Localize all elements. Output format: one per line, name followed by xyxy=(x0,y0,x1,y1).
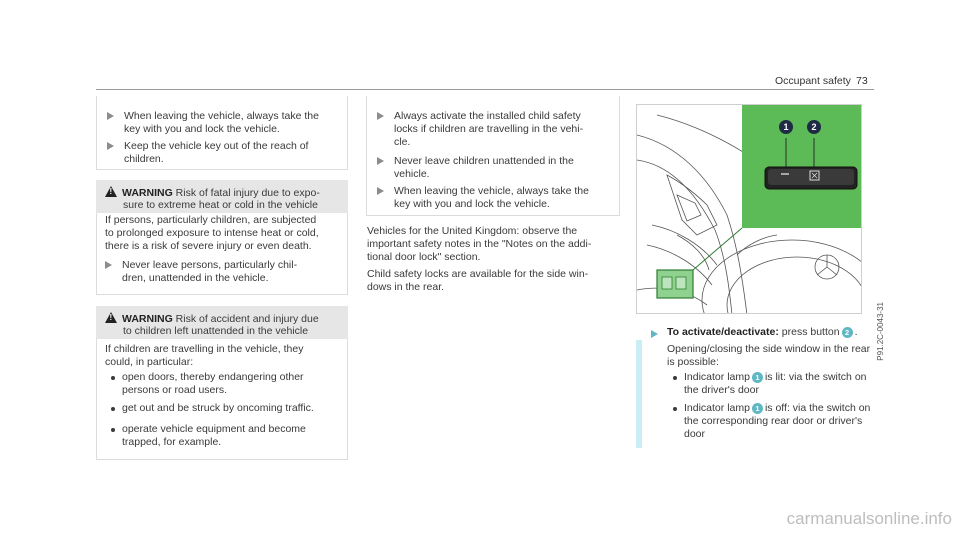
warning-intro-line: could, in particular: xyxy=(105,356,194,368)
instruction-highlight-bar xyxy=(636,340,642,448)
bullet-line: get out and be struck by oncoming traffic. xyxy=(122,402,314,414)
site-watermark: carmanualsonline.info xyxy=(786,509,952,528)
figure-caption: P91.2C-0043-31 xyxy=(876,302,885,361)
bullet-line: persons or road users. xyxy=(122,384,228,396)
door-panel-illustration xyxy=(636,104,862,314)
list-item-line: Never leave persons, particularly chil- xyxy=(122,259,298,271)
list-item-line: Always activate the installed child safety xyxy=(394,110,581,122)
lamp-1-badge: 1 xyxy=(752,403,763,414)
lamp-1-badge: 1 xyxy=(752,372,763,383)
arrow-icon xyxy=(377,187,384,195)
warning-triangle-icon xyxy=(105,186,117,197)
list-item-line: vehicle. xyxy=(394,168,430,180)
bullet-dot xyxy=(673,376,677,380)
warning-title-line2: sure to extreme heat or cold in the vehicle xyxy=(123,199,318,211)
warning-title: !WARNING Risk of accident and injury due xyxy=(105,312,319,326)
bullet-dot xyxy=(111,376,115,380)
warning-body-line: there is a risk of severe injury or even death. xyxy=(105,240,312,252)
arrow-icon xyxy=(107,112,114,120)
step-body-line: is possible: xyxy=(667,356,719,368)
list-item-line: locks if children are travelling in the vehi- xyxy=(394,123,584,135)
paragraph-line: important safety notes in the "Notes on the addi- xyxy=(367,238,592,250)
warning-title-line2: to children left unattended in the vehicle xyxy=(123,325,309,337)
bullet-line: open doors, thereby endangering other xyxy=(122,371,304,383)
warning-title: !WARNING Risk of fatal injury due to expo- xyxy=(105,186,320,200)
callout-1-badge: 1 xyxy=(779,120,793,134)
paragraph-line: Vehicles for the United Kingdom: observe the xyxy=(367,225,578,237)
list-item-line: When leaving the vehicle, always take the xyxy=(124,110,319,122)
bullet-dot xyxy=(111,428,115,432)
list-item-line: key with you and lock the vehicle. xyxy=(124,123,280,135)
bullet-line: Indicator lamp 1 is lit: via the switch on xyxy=(684,371,867,383)
list-item-line: children. xyxy=(124,153,164,165)
paragraph-line: Child safety locks are available for the side win- xyxy=(367,268,589,280)
bullet-line: the corresponding rear door or driver's xyxy=(684,415,863,427)
bullet-line: operate vehicle equipment and become xyxy=(122,423,306,435)
list-item-line: key with you and lock the vehicle. xyxy=(394,198,550,210)
section-title: Occupant safety xyxy=(775,75,851,87)
arrow-icon xyxy=(377,157,384,165)
button-2-badge: 2 xyxy=(842,327,853,338)
list-item-line: Keep the vehicle key out of the reach of xyxy=(124,140,309,152)
warning-intro-line: If children are travelling in the vehicle, they xyxy=(105,343,304,355)
page-number: 73 xyxy=(856,75,868,87)
bullet-line: Indicator lamp 1 is off: via the switch on xyxy=(684,402,871,414)
arrow-icon xyxy=(377,112,384,120)
bullet-line: trapped, for example. xyxy=(122,436,222,448)
bullet-dot xyxy=(673,407,677,411)
warning-triangle-icon xyxy=(105,312,117,323)
callout-2-badge: 2 xyxy=(807,120,821,134)
list-item-line: cle. xyxy=(394,136,411,148)
paragraph-line: tional door lock" section. xyxy=(367,251,481,263)
arrow-icon xyxy=(107,142,114,150)
paragraph-line: dows in the rear. xyxy=(367,281,445,293)
list-item-line: Never leave children unattended in the xyxy=(394,155,574,167)
step-instruction: To activate/deactivate: press button 2 . xyxy=(667,326,858,338)
list-item-line: When leaving the vehicle, always take the xyxy=(394,185,589,197)
header-divider xyxy=(96,89,874,90)
list-item-line: dren, unattended in the vehicle. xyxy=(122,272,269,284)
door-panel-drawing xyxy=(637,105,862,314)
warning-body-line: If persons, particularly children, are subjected xyxy=(105,214,317,226)
step-body-line: Opening/closing the side window in the rear xyxy=(667,343,871,355)
bullet-line: the driver's door xyxy=(684,384,759,396)
arrow-icon xyxy=(105,261,112,269)
bullet-dot xyxy=(111,407,115,411)
bullet-line: door xyxy=(684,428,706,440)
warning-body-line: to prolonged exposure to intense heat or cold, xyxy=(105,227,319,239)
arrow-icon xyxy=(651,330,658,338)
